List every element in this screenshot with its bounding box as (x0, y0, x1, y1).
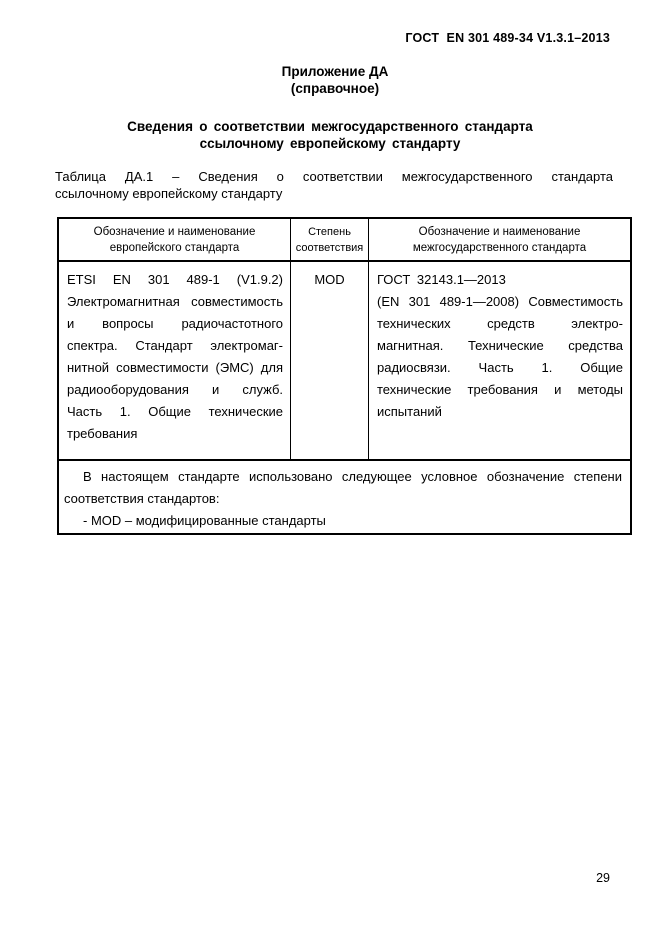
cell-interstate-standard (369, 262, 630, 459)
annex-title-line2: ссылочному европейскому стандарту (199, 135, 461, 151)
correspondence-table (57, 217, 632, 535)
table-header-row (59, 219, 630, 262)
cell-conformity-degree (291, 262, 369, 459)
table-caption-line2: ссылочному европейскому стандарту (55, 186, 283, 201)
annex-name: Приложение ДА (281, 64, 389, 79)
header-line: Степень (308, 226, 351, 238)
table-note-row (59, 461, 630, 533)
header-cell-european-standard (59, 219, 291, 260)
cell-line: (EN 301 489-1—2008) Совместимость (377, 294, 623, 309)
note-line: соответствия стандартов: (64, 491, 220, 506)
cell-line: и вопросы радиочастотного (67, 316, 283, 331)
cell-line: испытаний (377, 404, 442, 419)
header-cell-conformity-degree (291, 219, 369, 260)
header-cell-interstate-standard (369, 219, 630, 260)
header-line: Обозначение и наименование (418, 226, 581, 238)
note-line: - MOD – модифицированные стандарты (83, 513, 326, 528)
cell-line: радиосвязи. Часть 1. Общие (377, 360, 623, 375)
annex-title (40, 119, 620, 152)
header-line: Обозначение и наименование (93, 226, 256, 238)
cell-line: нитной совместимости (ЭМС) для (67, 360, 283, 375)
cell-line: радиооборудования и служб. (67, 382, 283, 397)
header-line: соответствия (295, 242, 364, 254)
page-number: 29 (596, 871, 610, 885)
cell-line: ETSI EN 301 489-1 (V1.9.2) (67, 272, 283, 287)
annex-title-line1: Сведения о соответствии межгосударственного стандарта (127, 119, 533, 134)
annex-heading (57, 63, 613, 97)
table-data-row (59, 262, 630, 461)
cell-line: ГОСТ 32143.1—2013 (377, 272, 506, 287)
degree-value: MOD (314, 272, 345, 287)
table-caption-line1: Таблица ДА.1 – Сведения о соответствии межгосударственного стандарта (55, 169, 613, 184)
header-line: межгосударственного стандарта (412, 242, 587, 254)
header-line: европейского стандарта (109, 242, 240, 254)
cell-line: Электромагнитная совместимость (67, 294, 283, 309)
annex-kind: (справочное) (290, 81, 380, 96)
cell-line: требования (67, 426, 138, 441)
cell-line: спектра. Стандарт электромаг- (67, 338, 283, 353)
note-line: В настоящем стандарте использовано следующее условное обозначение степени (83, 469, 622, 484)
table-caption (55, 168, 613, 202)
cell-line: Часть 1. Общие технические (67, 404, 283, 419)
cell-line: технические требования и методы (377, 382, 623, 397)
document-code-header: ГОСТ EN 301 489-34 V1.3.1–2013 (405, 31, 610, 45)
cell-line: технических средств электро- (377, 316, 623, 331)
cell-line: магнитная. Технические средства (377, 338, 623, 353)
cell-european-standard (59, 262, 291, 459)
